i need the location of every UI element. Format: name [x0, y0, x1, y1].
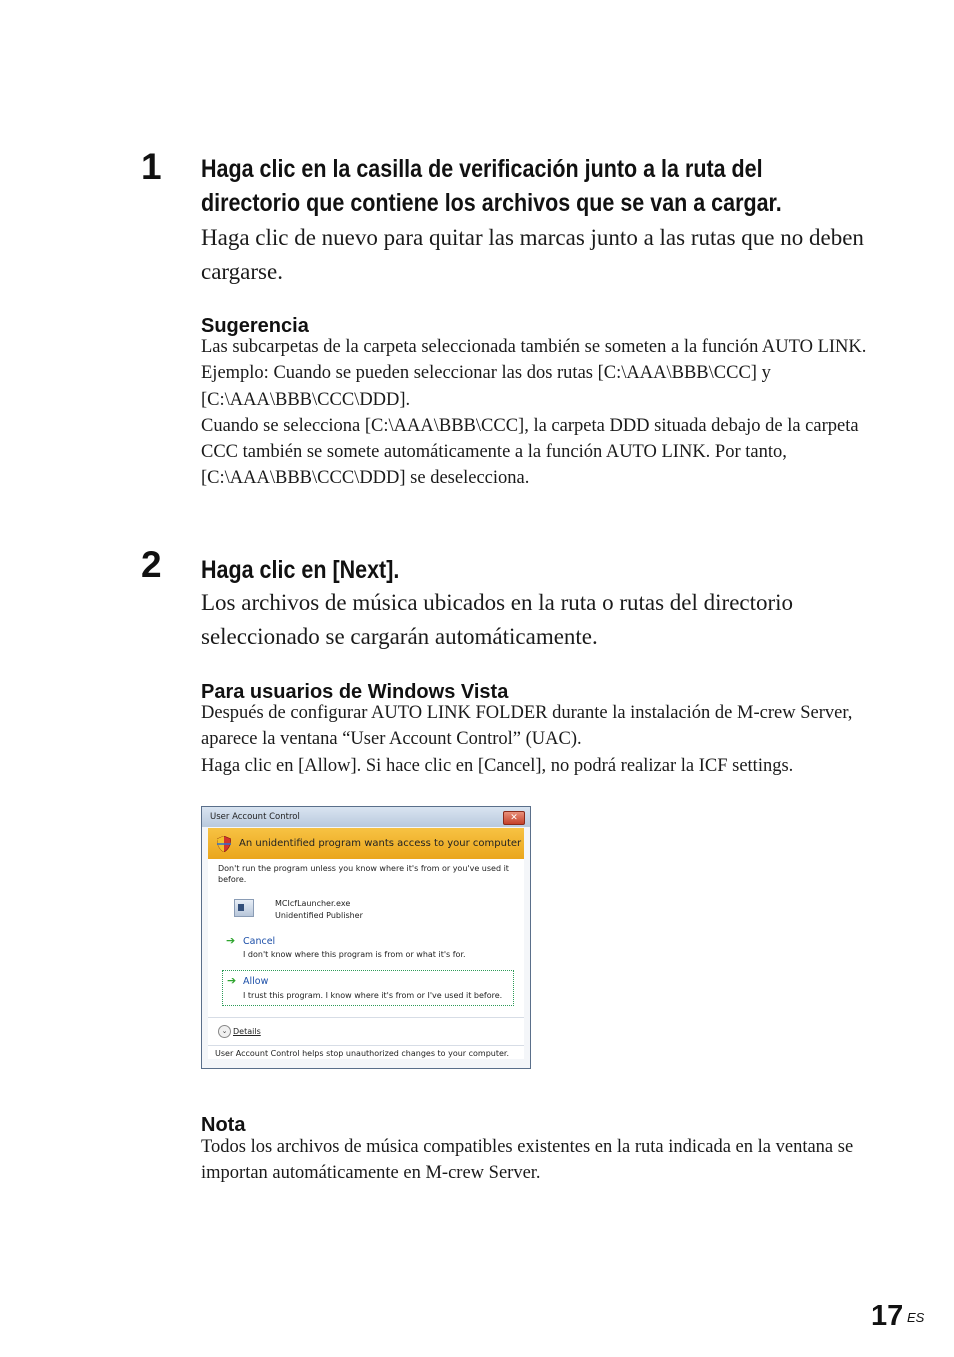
step-2-heading: Haga clic en [Next]. — [201, 556, 400, 584]
uac-warning-line2: before. — [218, 875, 247, 884]
hint-title: Sugerencia — [201, 315, 309, 337]
details-label: Details — [233, 1027, 261, 1036]
vista-body — [201, 700, 891, 779]
hint-paragraph-3: Cuando se selecciona [C:\AAA\BBB\CCC], la carpeta DDD situada debajo de la carpeta CCC también se somete automáticamente a la función AUTO LINK. Por tanto, [C:\AAA\BBB\CCC\DDD] se deselecciona. — [201, 415, 859, 489]
uac-banner-text: An unidentified program wants access to your computer — [239, 838, 522, 849]
arrow-right-icon: ➔ — [226, 934, 236, 947]
step-1-number: 1 — [141, 146, 162, 187]
program-publisher: Unidentified Publisher — [275, 911, 363, 920]
uac-warning-line1: Don't run the program unless you know where it's from or you've used it — [218, 864, 509, 873]
allow-label: Allow — [243, 976, 269, 987]
arrow-right-icon: ➔ — [227, 974, 237, 987]
page-number: 17 — [871, 1300, 904, 1332]
divider — [208, 1045, 524, 1046]
program-icon — [234, 899, 254, 917]
step-1-heading-line2: directorio que contiene los archivos que se van a cargar. — [201, 189, 782, 217]
step-1-body: Haga clic de nuevo para quitar las marcas junto a las rutas que no deben cargarse. — [201, 225, 864, 284]
note-title: Nota — [201, 1114, 246, 1136]
program-name: MCIcfLauncher.exe — [275, 899, 351, 908]
step-2-body: Los archivos de música ubicados en la ruta o rutas del directorio seleccionado se cargarán automáticamente. — [201, 590, 794, 649]
note-body: Todos los archivos de música compatibles existentes en la ruta indicada en la ventana se importan automáticamente en M-crew Server. — [201, 1137, 854, 1184]
vista-paragraph-1: Después de configurar AUTO LINK FOLDER durante la instalación de M-crew Server, aparece la ventana “User Account Control” (UAC). — [201, 703, 853, 750]
uac-warning-banner — [208, 828, 524, 859]
page-language: ES — [907, 1310, 925, 1325]
hint-body — [201, 334, 891, 492]
uac-dialog — [201, 806, 531, 1069]
divider — [208, 1017, 524, 1018]
step-1-heading-line1: Haga clic en la casilla de verificación junto a la ruta del — [201, 155, 763, 183]
vista-title: Para usuarios de Windows Vista — [201, 681, 509, 703]
uac-footer: User Account Control helps stop unauthorized changes to your computer. — [215, 1049, 510, 1058]
uac-titlebar — [202, 807, 530, 827]
allow-option[interactable] — [222, 970, 514, 1006]
cancel-label: Cancel — [243, 936, 276, 947]
chevron-down-icon: ⌄ — [218, 1025, 231, 1038]
shield-icon — [217, 836, 231, 852]
close-button[interactable]: ✕ — [503, 811, 525, 825]
hint-paragraph-1: Las subcarpetas de la carpeta seleccionada también se someten a la función AUTO LINK. — [201, 337, 867, 357]
hint-paragraph-2: Ejemplo: Cuando se pueden seleccionar las dos rutas [C:\AAA\BBB\CCC] y [C:\AAA\BBB\CCC\DDD]. — [201, 363, 771, 410]
uac-title: User Account Control — [210, 812, 300, 822]
uac-content — [208, 859, 524, 1059]
allow-description: I trust this program. I know where it's from or I've used it before. — [243, 991, 503, 1000]
step-1-heading — [201, 152, 898, 220]
cancel-description: I don't know where this program is from or what it's for. — [243, 950, 466, 959]
vista-paragraph-2: Haga clic en [Allow]. Si hace clic en [Cancel], no podrá realizar la ICF settings. — [201, 755, 794, 776]
step-2-number: 2 — [141, 544, 162, 585]
